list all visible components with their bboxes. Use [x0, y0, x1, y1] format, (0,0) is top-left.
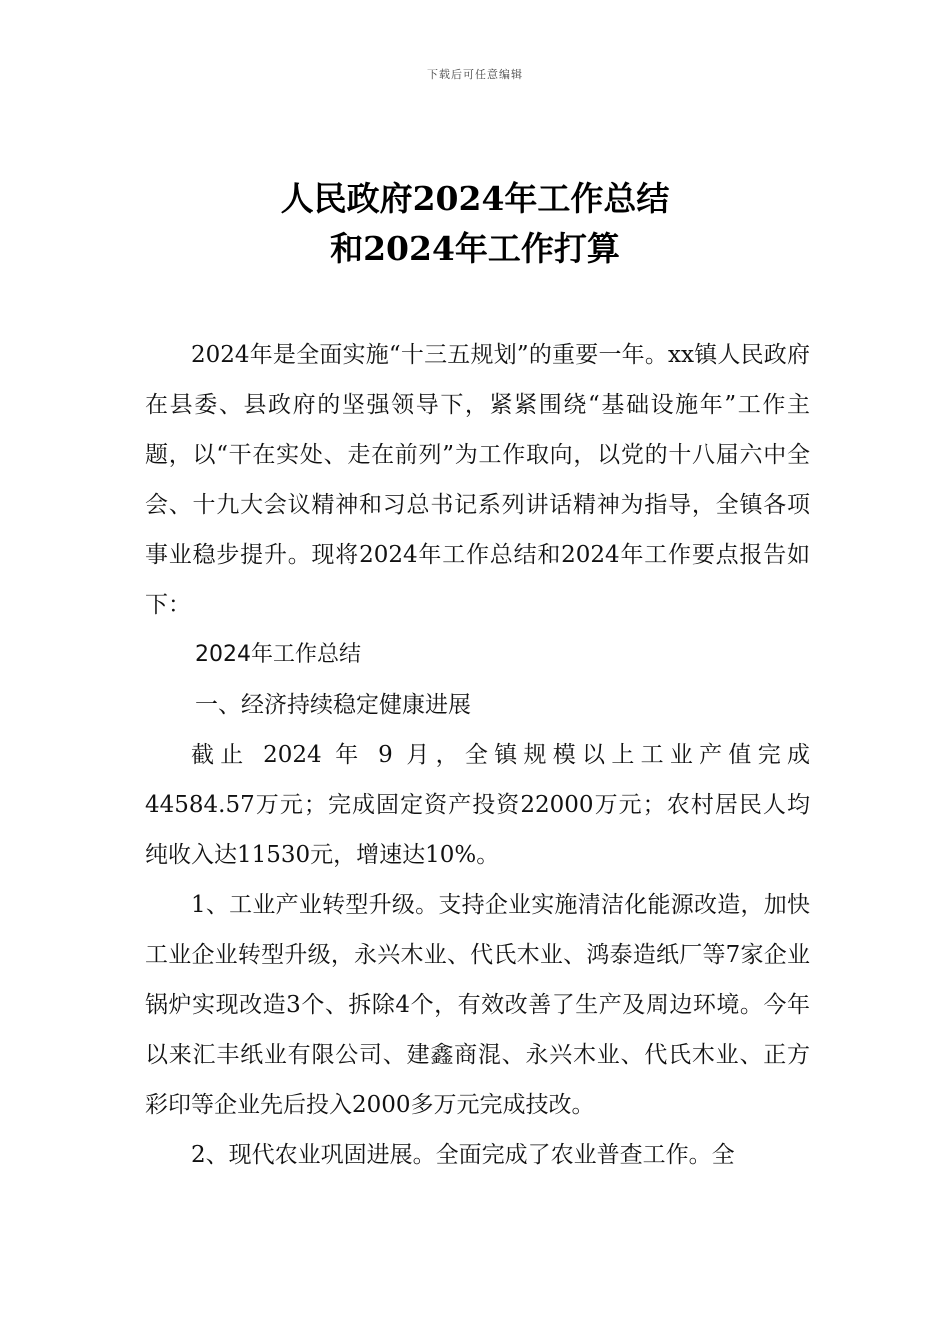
section-heading: 2024年工作总结 [195, 642, 361, 667]
header-note: 下载后可任意编辑 [427, 68, 523, 81]
document-title-line-1: 人民政府2024年工作总结 [280, 179, 670, 218]
industry-paragraph: 1、工业产业转型升级。支持企业实施清洁化能源改造，加快工业企业转型升级，永兴木业、代氏木业、鸿泰造纸厂等7家企业锅炉实现改造3个、拆除4个，有效改善了生产及周边环境。今年以来汇丰纸业有限公司、建鑫商混、永兴木业、代氏木业、正方彩印等企业先后投入2000多万元完成技改。 [145, 892, 810, 1118]
intro-paragraph: 2024年是全面实施“十三五规划”的重要一年。xx镇人民政府在县委、县政府的坚强领导下，紧紧围绕“基础设施年”工作主题，以“干在实处、走在前列”为工作取向，以党的十八届六中全会、十九大会议精神和习总书记系列讲话精神为指导，全镇各项事业稳步提升。现将2024年工作总结和2024年工作要点报告如下： [145, 342, 810, 618]
subsection-heading: 一、经济持续稳定健康进展 [195, 692, 471, 718]
agriculture-paragraph: 2、现代农业巩固进展。全面完成了农业普查工作。全 [191, 1142, 735, 1168]
document-body [145, 330, 810, 1180]
document-title-line-2: 和2024年工作打算 [330, 229, 620, 268]
economy-paragraph-first-line: 截止 2024 年 9 月，全镇规模以上工业产值完成 [191, 742, 810, 768]
economy-paragraph-rest: 44584.57万元；完成固定资产投资22000万元；农村居民人均纯收入达11530元，增速达10%。 [145, 792, 810, 868]
